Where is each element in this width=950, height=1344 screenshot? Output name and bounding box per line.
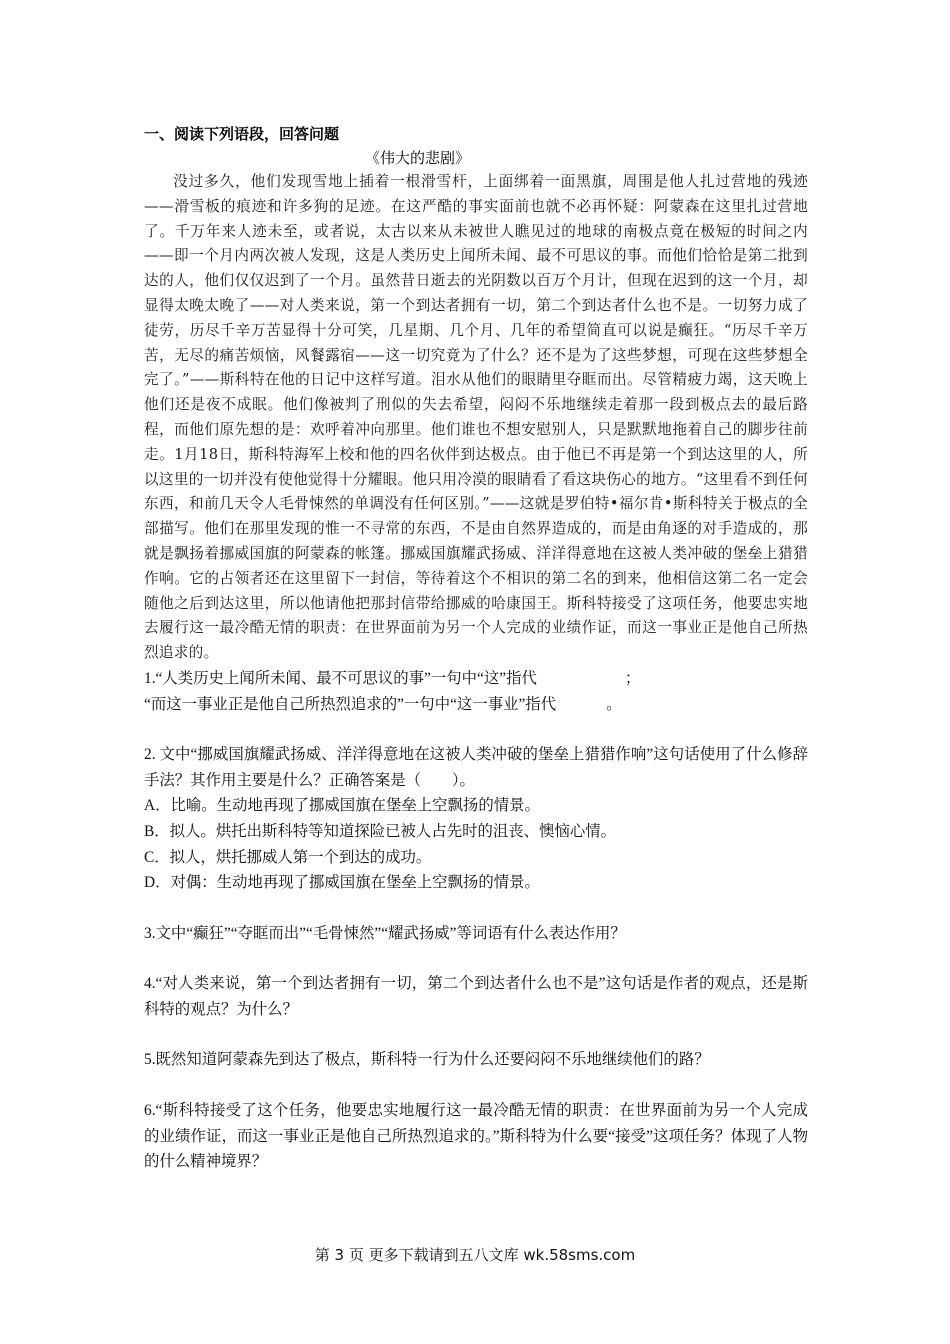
question-2-option-b: B．拟人。烘托出斯科特等知道探险已被人占先时的沮丧、懊恼心情。 (144, 822, 616, 840)
question-3: 3.文中“癫狂”“夺眶而出”“毛骨悚然”“耀武扬威”等词语有什么表达作用？ (144, 924, 626, 942)
question-1-punct-a: ； (624, 669, 641, 687)
document-page (144, 122, 808, 1175)
question-6: 6.“斯科特接受了这个任务，他要忠实地履行这一最冷酷无情的职责：在世界面前为另一个人完成的业绩作证，而这一事业正是他自己所热烈追求的。”斯科特为什么要“接受”这项任务？体现了人物的什么精神境界？ (144, 1102, 808, 1171)
question-1-text-a: 1.“人类历史上闻所未闻、最不可思议的事”一句中“这”指代 (144, 669, 537, 687)
page-footer: 第 3 页 更多下载请到五八文库 wk.58sms.com (314, 1246, 636, 1264)
passage-title: 《伟大的悲剧》 (365, 149, 471, 167)
question-2-option-c: C．拟人，烘托挪威人第一个到达的成功。 (144, 848, 432, 866)
question-2-stem: 2. 文中“挪威国旗耀武扬威、洋洋得意地在这被人类冲破的堡垒上猎猎作响”这句话使用了什么修辞手法？其作用主要是什么？正确答案是（ ）。 (144, 746, 808, 789)
question-2-option-d: D．对偶：生动地再现了挪威国旗在堡垒上空飘扬的情景。 (144, 874, 540, 892)
question-4: 4.“对人类来说，第一个到达者拥有一切，第二个到达者什么也不是”这句话是作者的观点，还是斯科特的观点？为什么？ (144, 975, 808, 1018)
question-2-option-a: A．比喻。生动地再现了挪威国旗在堡垒上空飘扬的情景。 (144, 797, 540, 815)
question-5: 5.既然知道阿蒙森先到达了极点，斯科特一行为什么还要闷闷不乐地继续他们的路？ (144, 1051, 710, 1069)
passage-body: 没过多久，他们发现雪地上插着一根滑雪杆，上面绑着一面黑旗，周围是他人扎过营地的残迹——滑雪板的痕迹和许多狗的足迹。在这严酷的事实面前也就不必再怀疑：阿蒙森在这里扎过营地了。千万年来人迹未至，或者说，太古以来从未被世人瞧见过的地球的南极点竟在极短的时间之内——即一个月内两次被人发现，这是人类历史上闻所未闻、最不可思议的事。而他们恰恰是第二批到达的人，他们仅仅迟到了一个月。虽然昔日逝去的光阴数以百万个月计，但现在迟到的这一个月，却显得太晚太晚了——对人类来说，第一个到达者拥有一切，第二个到达者什么也不是。一切努力成了徒劳，历尽千辛万苦显得十分可笑，几星期、几个月、几年的希望简直可以说是癫狂。“历尽千辛万苦，无尽的痛苦烦恼，风餐露宿——这一切究竟为了什么？还不是为了这些梦想，可现在这些梦想全完了。”——斯科特在他的日记中这样写道。泪水从他们的眼睛里夺眶而出。尽管精疲力竭，这天晚上他们还是夜不成眠。他们像被判了刑似的失去希望，闷闷不乐地继续走着那一段到极点去的最后路程，而他们原先想的是：欢呼着冲向那里。他们谁也不想安慰别人，只是默默地拖着自己的脚步往前走。1月18日，斯科特海军上校和他的四名伙伴到达极点。由于他已不再是第一个到达这里的人，所以这里的一切并没有使他觉得十分耀眼。他只用冷漠的眼睛看了看这块伤心的地方。“这里看不到任何东西，和前几天令人毛骨悚然的单调没有任何区别。”——这就是罗伯特•福尔肯•斯科特关于极点的全部描写。他们在那里发现的惟一不寻常的东西，不是由自然界造成的，而是由角逐的对手造成的，那就是飘扬着挪威国旗的阿蒙森的帐篷。挪威国旗耀武扬威、洋洋得意地在这被人类冲破的堡垒上猎猎作响。它的占领者还在这里留下一封信，等待着这个不相识的第二名的到来，他相信这第二名一定会随他之后到达这里，所以他请他把那封信带给挪威的哈康国王。斯科特接受了这项任务，他要忠实地去履行这一最冷酷无情的职责：在世界面前为另一个人完成的业绩作证，而这一事业正是他自己所热烈追求的。 (144, 173, 808, 662)
question-1-line-2 (144, 692, 808, 718)
question-1-line-1 (144, 666, 808, 692)
question-1-text-b: “而这一事业正是他自己所热烈追求的”一句中“这一事业”指代 (144, 695, 557, 713)
section-heading: 一、阅读下列语段，回答问题 (144, 125, 340, 143)
question-1-punct-b: 。 (606, 695, 622, 713)
